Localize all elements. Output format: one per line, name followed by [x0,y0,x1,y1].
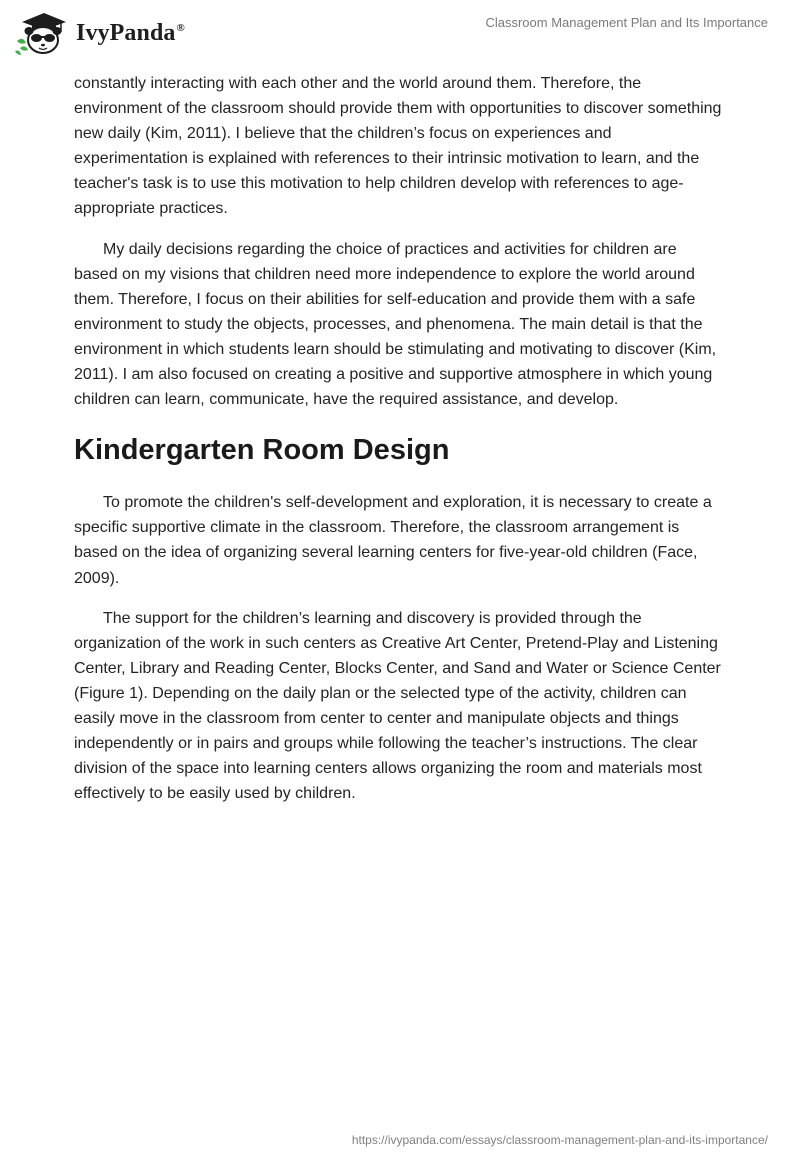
page-header [0,0,800,64]
paragraph-self-development: To promote the children's self-development and exploration, it is necessary to create a specific supportive climate in the classroom. Therefore, the classroom arrangement is based on the idea of organizing several learning centers for five-year-old children (Face, 2009). [74,494,712,587]
section-heading: Kindergarten Room Design [74,434,450,467]
document-title: Classroom Management Plan and Its Importance [485,15,768,30]
panda-graduate-icon [14,10,72,56]
ivypanda-logo[interactable] [14,10,185,56]
registered-mark: ® [176,21,185,34]
paragraph-daily-decisions: My daily decisions regarding the choice of practices and activities for children are based on my visions that children need more independence to explore the world around them. Therefore, I focus on their abilities for self-education and provide them with a safe environment to study the objects, processes, and phenomena. The main detail is that the environment in which students learn should be stimulating and motivating to discover (Kim, 2011). I am also focused on creating a positive and supportive atmosphere in which young children can learn, communicate, have the required assistance, and develop. [74,240,717,409]
essay-content [74,71,724,821]
brand-name: IvyPanda® [76,19,185,46]
source-url[interactable]: https://ivypanda.com/essays/classroom-management-plan-and-its-importance/ [351,1133,768,1147]
paragraph-continuation: constantly interacting with each other and the world around them. Therefore, the environment of the classroom should provide them with opportunities to discover something new daily (Kim, 2011). I believe that the children’s focus on experiences and experimentation is explained with references to their intrinsic motivation to learn, and the teacher's task is to use this motivation to help children develop with references to age-appropriate practices. [74,75,722,218]
paragraph-learning-centers: The support for the children’s learning and discovery is provided through the organization of the work in such centers as Creative Art Center, Pretend-Play and Listening Center, Library and Reading Center, Blocks Center, and Sand and Water or Science Center (Figure 1). Depending on the daily plan or the selected type of the activity, children can easily move in the classroom from center to center and manipulate objects and things independently or in pairs and groups while following the teacher’s instructions. The clear division of the space into learning centers allows organizing the room and materials most effectively to be easily used by children. [74,609,721,803]
